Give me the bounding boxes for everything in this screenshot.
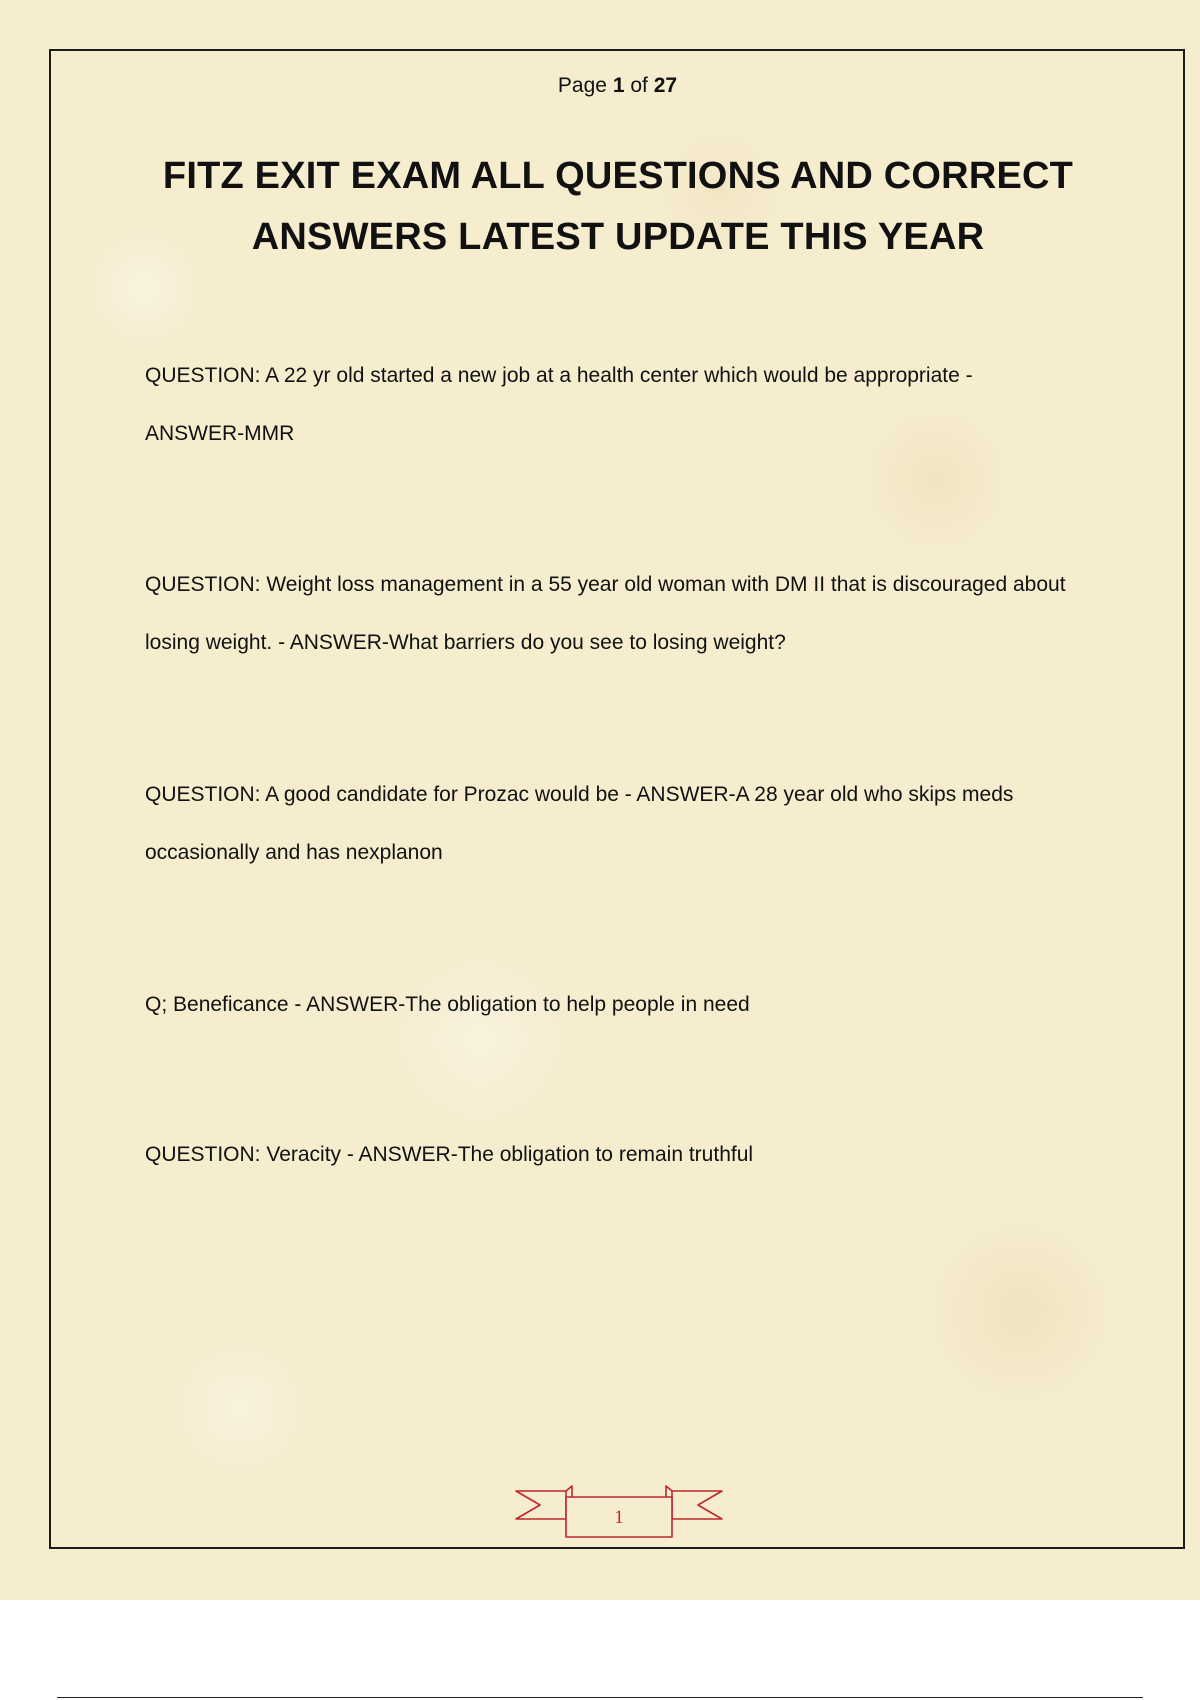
page-of: of	[630, 74, 648, 97]
page-number: 1	[614, 1507, 624, 1528]
qa-item: Q; Beneficance - ANSWER-The obligation to help people in need	[145, 993, 750, 1016]
current-page: 1	[612, 74, 625, 97]
qa-item: QUESTION: Veracity - ANSWER-The obligation to remain truthful	[145, 1143, 754, 1166]
total-pages: 27	[653, 74, 678, 97]
title-line-1: FITZ EXIT EXAM ALL QUESTIONS AND CORRECT	[162, 155, 1074, 197]
page-counter	[0, 74, 1200, 98]
qa-item: QUESTION: Weight loss management in a 55 year old woman with DM II that is discouraged about losing weight. - ANSWER-What barriers do you see to losing weight?	[145, 573, 1066, 654]
document-title	[140, 146, 1096, 268]
bottom-divider	[57, 1697, 1143, 1698]
qa-item: QUESTION: A 22 yr old started a new job at a health center which would be appropriate - ANSWER-MMR	[145, 364, 973, 445]
page-number-badge	[514, 1480, 724, 1540]
title-line-2: ANSWERS LATEST UPDATE THIS YEAR	[251, 216, 985, 258]
page-prefix: Page	[557, 74, 607, 97]
qa-item: QUESTION: A good candidate for Prozac would be - ANSWER-A 28 year old who skips meds occasionally and has nexplanon	[145, 783, 1014, 864]
